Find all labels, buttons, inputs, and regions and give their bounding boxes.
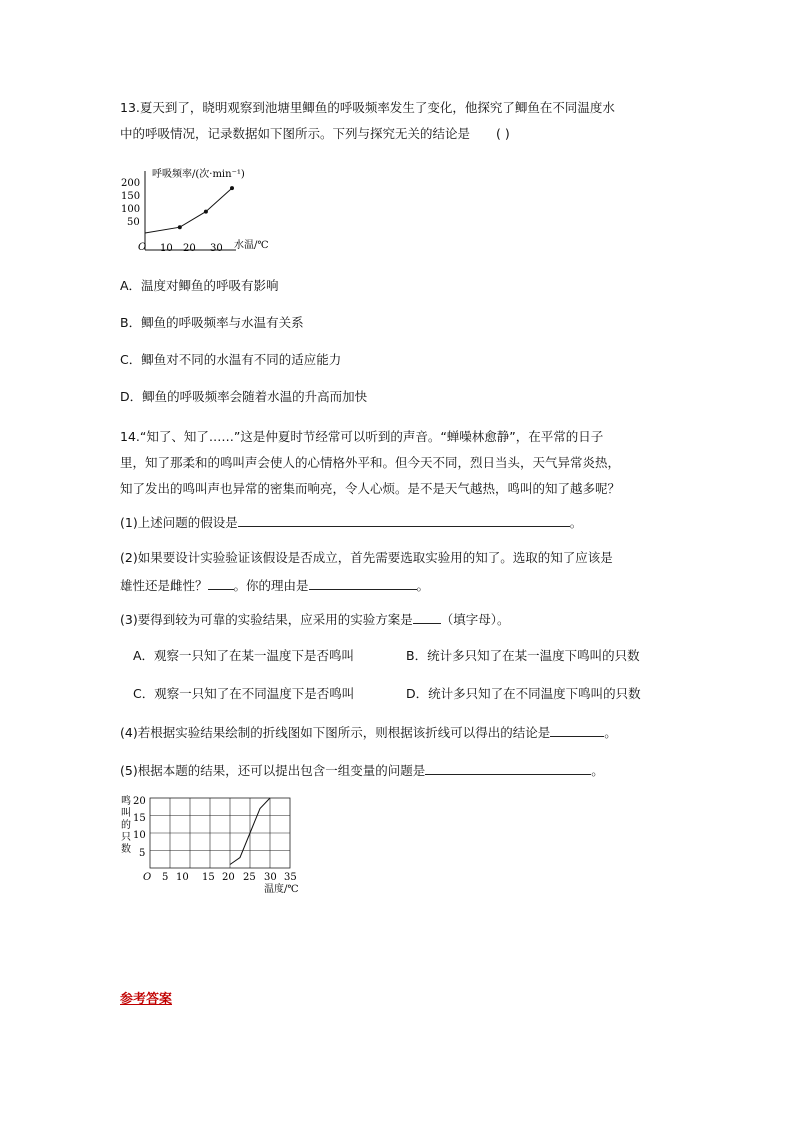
q14-option-d: D．统计多只知了在不同温度下鸣叫的只数 (406, 686, 641, 701)
q14-xtick-30: 30 (264, 872, 277, 883)
q14-option-c: C．观察一只知了在不同温度下是否鸣叫 (133, 686, 355, 701)
q13-option-b: B．鲫鱼的呼吸频率与水温有关系 (120, 315, 304, 330)
q13-y-axis-label: 呼吸频率/(次·min⁻¹) (152, 169, 245, 180)
q14-origin-label: O (143, 872, 152, 883)
q14-ylabel-char-1: 鸣 (121, 796, 131, 807)
q13-series-line (145, 188, 232, 233)
q14-ylabel-char-4: 只 (121, 832, 131, 843)
q14-sub4-blank[interactable] (550, 721, 604, 737)
q13-x-axis-label: 水温/℃ (234, 240, 269, 251)
q14-y-axis-label (121, 794, 131, 855)
q14-sub2-end: 。 (416, 578, 430, 593)
q14-sub3-text: (3)要得到较为可靠的实验结果，应采用的实验方案是 (120, 612, 413, 627)
q13-stem-text: 中的呼吸情况，记录数据如下图所示。下列与探究无关的结论是 (120, 126, 471, 141)
q14-sub1-end: 。 (569, 515, 583, 530)
q14-sub2-blank-sex[interactable] (208, 574, 234, 590)
q14-sub2-blank-reason[interactable] (309, 574, 417, 590)
q13-xtick-10: 10 (160, 243, 173, 254)
q13-option-d: D．鲫鱼的呼吸频率会随着水温的升高而加快 (120, 389, 368, 404)
q14-sub3-end: （填字母）。 (440, 612, 510, 627)
q13-ytick-200: 200 (121, 178, 141, 189)
q14-sub5-text: (5)根据本题的结果，还可以提出包含一组变量的问题是 (120, 763, 426, 778)
q14-sub2-text-a: 雄性还是雌性？ (120, 578, 208, 593)
q14-sub2-text-b: 。你的理由是 (233, 578, 309, 593)
q14-sub5-end: 。 (591, 763, 604, 778)
q13-option-a: A．温度对鲫鱼的呼吸有影响 (120, 278, 279, 293)
q14-ytick-5: 5 (139, 848, 146, 859)
q14-xtick-5: 5 (162, 872, 169, 883)
q14-option-b: B．统计多只知了在某一温度下鸣叫的只数 (406, 648, 640, 663)
q13-ytick-150: 150 (121, 191, 141, 202)
q13-answer-paren: ( ) (496, 126, 510, 141)
q13-chart (118, 165, 298, 265)
q14-xtick-15: 15 (202, 872, 215, 883)
q14-sub1-blank[interactable] (238, 511, 570, 527)
q14-ytick-20: 20 (133, 796, 146, 807)
q13-stem-line1: 13.夏天到了，晓明观察到池塘里鲫鱼的呼吸频率发生了变化，他探究了鲫鱼在不同温度水 (120, 100, 615, 115)
q14-sub4-end: 。 (604, 725, 617, 740)
q14-ytick-10: 10 (133, 830, 146, 841)
q13-origin-label: O (138, 242, 147, 253)
q14-xtick-10: 10 (176, 872, 189, 883)
q13-xtick-20: 20 (183, 243, 196, 254)
q14-sub5 (120, 759, 604, 779)
q13-option-c: C．鲫鱼对不同的水温有不同的适应能力 (120, 352, 342, 367)
q14-x-axis-label: 温度/℃ (264, 884, 299, 895)
q13-data-point (204, 210, 208, 214)
q14-sub5-blank[interactable] (425, 759, 591, 775)
q14-xtick-20: 20 (222, 872, 235, 883)
q14-x-ticks (162, 872, 297, 883)
q13-xtick-30: 30 (210, 243, 223, 254)
q14-stem-line1: 14.“知了、知了……”这是仲夏时节经常可以听到的声音。“蝉噪林愈静”，在平常的日子 (120, 429, 604, 444)
q14-sub3 (120, 608, 509, 628)
q14-y-ticks (133, 796, 146, 859)
q14-ytick-15: 15 (133, 813, 146, 824)
q14-chart (118, 790, 308, 896)
q14-stem-line2: 里，知了那柔和的鸣叫声会使人的心情格外平和。但今天不同，烈日当头，天气异常炎热， (120, 455, 621, 470)
q14-sub1-text: (1)上述问题的假设是 (120, 515, 238, 530)
q14-sub4-text: (4)若根据实验结果绘制的折线图如下图所示，则根据该折线可以得出的结论是 (120, 725, 551, 740)
q14-sub2-line1: (2)如果要设计实验验证该假设是否成立，首先需要选取实验用的知了。选取的知了应该是 (120, 550, 613, 565)
q13-data-point (230, 186, 234, 190)
q14-xtick-35: 35 (284, 872, 297, 883)
q14-stem-line3: 知了发出的鸣叫声也异常的密集而响亮，令人心烦。是不是天气越热，鸣叫的知了越多呢？ (120, 481, 621, 496)
q13-ytick-50: 50 (127, 217, 140, 228)
q13-ytick-100: 100 (121, 204, 141, 215)
q14-chart-grid (150, 798, 290, 868)
q14-ylabel-char-5: 数 (121, 844, 131, 855)
q13-chart-plot (121, 167, 269, 254)
q14-ylabel-char-3: 的 (121, 820, 131, 831)
q14-sub4 (120, 721, 617, 741)
q14-option-a: A．观察一只知了在某一温度下是否鸣叫 (133, 648, 355, 663)
q13-data-point (178, 225, 182, 229)
q13-stem-line2 (120, 124, 510, 142)
q14-sub2-line2 (120, 574, 429, 594)
answers-title: 参考答案 (120, 992, 173, 1007)
q14-xtick-25: 25 (243, 872, 256, 883)
q14-sub1 (120, 511, 582, 531)
q14-ylabel-char-2: 叫 (121, 808, 131, 819)
q14-sub3-blank[interactable] (413, 608, 441, 624)
